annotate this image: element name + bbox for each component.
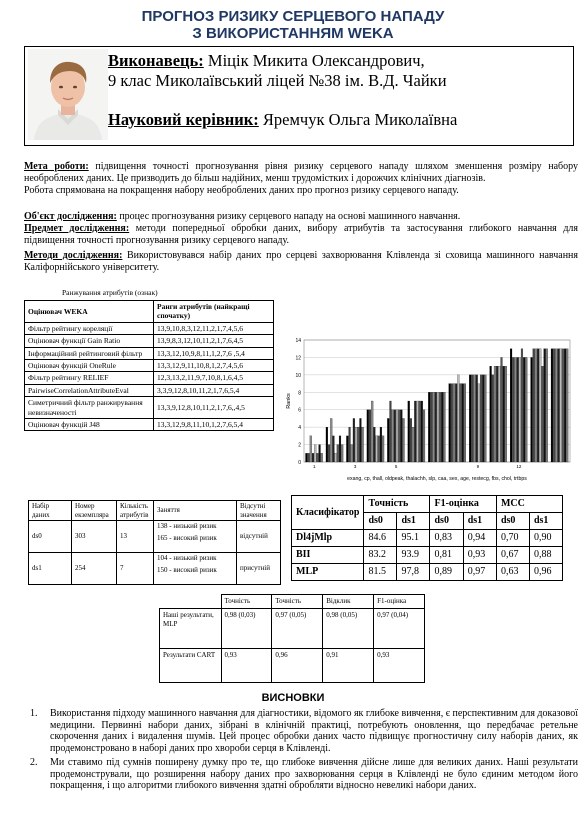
- results-row-name: Наші результати, MLP: [160, 609, 222, 649]
- table-row: [160, 609, 425, 649]
- chart-bar: [523, 357, 525, 462]
- table-row: [29, 553, 281, 585]
- conclusion-text: Ми ставимо під сумнів поширену думку про те, що глибоке вивчення дійсне лише для великих даних. Наші результати продемонстрували, що розширення набору даних про захворювання серця в Клівленді не було єдиним методом його покращення, і що алгоритми глибокого вивчення здатні обробляти відносно невеликі набори даних.: [50, 757, 578, 792]
- dataset-cell-classes: [154, 521, 237, 553]
- chart-bar: [451, 384, 453, 462]
- results-header-col: F1-оцінка: [374, 595, 425, 609]
- dataset-cell-attrs: 13: [117, 521, 154, 553]
- chart-bar: [439, 392, 441, 462]
- classifier-sub-ds1: ds1: [397, 513, 430, 530]
- conclusion-text: Використання підходу машинного навчання для діагностики, відомого як глибоке вивчення, є перспективним для доказової медицини. Первинні набори даних, зібрані в клінічній практиці, потребують оновлення, що передбачає ретельне скорочення даних і видалення шумів. Цей процес обробки даних часто підвищує прогностичну силу наборів даних, як продемонстровано в наборі даних про хвороби серця в Клівленді.: [50, 708, 578, 754]
- chart-bar: [435, 392, 437, 462]
- chart-bar: [498, 366, 500, 462]
- y-tick-label: 2: [298, 442, 301, 449]
- y-tick-label: 6: [298, 407, 301, 414]
- object-label: Об'єкт дослідження:: [24, 211, 117, 222]
- chart-bar: [546, 349, 548, 462]
- classifier-value: 0,97: [463, 564, 496, 581]
- chart-bar: [512, 357, 514, 462]
- ranks-bar-chart: [282, 334, 578, 484]
- chart-bar: [551, 349, 553, 462]
- chart-bar: [541, 366, 543, 462]
- table-row: [25, 347, 274, 359]
- dataset-cell-missing: відсутній: [237, 521, 281, 553]
- author-name: Міцік Микита Олександрович,: [203, 51, 425, 70]
- author-school: 9 клас Миколаївський ліцей №38 ім. В.Д. Чайки: [108, 71, 447, 90]
- y-tick-label: 10: [295, 372, 301, 379]
- chart-bar: [390, 401, 392, 462]
- classifier-value: 0,70: [496, 530, 529, 547]
- methods-label: Методи дослідження:: [24, 250, 123, 261]
- chart-bar: [510, 349, 512, 462]
- chart-bar: [414, 401, 416, 462]
- y-axis-label: Ranks: [286, 393, 292, 409]
- classifier-header-name: Класифікатор: [292, 496, 364, 530]
- results-cell: 0,97 (0,05): [272, 609, 323, 649]
- ranking-ranks: 13,3,12,9,8,11,10,1,2,7,6,5,4: [154, 419, 274, 431]
- y-tick-label: 14: [295, 338, 301, 344]
- page-title: [0, 8, 586, 42]
- chart-bar: [457, 375, 459, 462]
- classifier-name: BII: [292, 547, 364, 564]
- table-row: [25, 322, 274, 334]
- ranking-evaluator: Оцінювач функції Gain Ratio: [25, 335, 154, 347]
- ranking-ranks: 13,3,12,9,11,10,8,1,2,7,4,5,6: [154, 360, 274, 372]
- dataset-header-missing: Відсутні значення: [237, 501, 281, 521]
- dataset-table: [28, 500, 281, 585]
- classifier-value: 97,8: [397, 564, 430, 581]
- chart-bar: [357, 427, 359, 462]
- chart-bar: [421, 401, 423, 462]
- chart-bar: [417, 401, 419, 462]
- chart-bar: [441, 392, 443, 462]
- chart-bar: [455, 384, 457, 462]
- chart-bar: [558, 349, 560, 462]
- classifier-value: 0,81: [430, 547, 463, 564]
- results-cell: 0,98 (0,03): [221, 609, 272, 649]
- results-header-empty: [160, 595, 222, 609]
- classifier-table: [291, 495, 563, 581]
- chart-bar: [335, 453, 337, 462]
- chart-bar: [369, 410, 371, 462]
- supervisor-line: [108, 110, 457, 130]
- chart-bar: [355, 427, 357, 462]
- x-tick-label: 1: [312, 464, 316, 469]
- chart-bar: [349, 427, 351, 462]
- chart-bar: [319, 445, 321, 462]
- chart-bar: [494, 366, 496, 462]
- conclusion-number: 1.: [30, 708, 38, 719]
- classifier-header-mcc: MCC: [496, 496, 562, 513]
- chart-bar: [433, 392, 435, 462]
- methods-paragraph: [24, 250, 578, 273]
- chart-bar: [460, 384, 462, 462]
- dataset-class-high: 165 - високий ризик: [157, 533, 217, 542]
- chart-bar: [482, 375, 484, 462]
- supervisor-name: Яремчук Ольга Миколаївна: [258, 110, 458, 129]
- chart-bar: [314, 445, 316, 462]
- classifier-sub-ds0: ds0: [430, 513, 463, 530]
- chart-bar: [371, 401, 373, 462]
- chart-bar: [339, 436, 341, 462]
- chart-bar: [367, 410, 369, 462]
- chart-bar: [430, 392, 432, 462]
- chart-bar: [337, 445, 339, 462]
- results-cell: 0,96: [272, 649, 323, 683]
- classifier-value: 0,67: [496, 547, 529, 564]
- dataset-header-set: Набір даних: [29, 501, 72, 521]
- classifier-value: 0,63: [496, 564, 529, 581]
- goal-paragraph-2: Робота спрямована на покращення набору необроблених даних про прогноз ризику серцевого нападу.: [24, 185, 459, 196]
- chart-bar: [346, 436, 348, 462]
- results-cell: 0,93: [221, 649, 272, 683]
- classifier-header-accuracy: Точність: [364, 496, 430, 513]
- dataset-header-classes: Заняття: [154, 501, 237, 521]
- classifier-value: 84.6: [364, 530, 397, 547]
- classifier-value: 83.2: [364, 547, 397, 564]
- table-row: [292, 530, 563, 547]
- goal-paragraph: [24, 161, 578, 184]
- subject-paragraph: [24, 223, 578, 246]
- chart-bar: [480, 375, 482, 462]
- object-text: процес прогнозування ризику серцевого нападу на основі машинного навчання.: [116, 211, 461, 222]
- chart-bar: [387, 418, 389, 462]
- title-line-2: З ВИКОРИСТАННЯМ WEKA: [192, 25, 394, 42]
- table-row: [29, 521, 281, 553]
- chart-bar: [380, 427, 382, 462]
- chart-bar: [341, 445, 343, 462]
- chart-bar: [362, 427, 364, 462]
- chart-bar: [478, 384, 480, 462]
- chart-bar: [376, 436, 378, 462]
- chart-bar: [533, 349, 535, 462]
- chart-bar: [484, 375, 486, 462]
- chart-bar: [503, 366, 505, 462]
- conclusions-title: ВИСНОВКИ: [261, 692, 325, 704]
- chart-bar: [360, 418, 362, 462]
- chart-bar: [403, 418, 405, 462]
- chart-bar: [378, 436, 380, 462]
- chart-bar: [394, 410, 396, 462]
- chart-bar: [517, 357, 519, 462]
- ranking-header-evaluator: Оцінювач WEKA: [25, 301, 154, 323]
- classifier-value: 93.9: [397, 547, 430, 564]
- chart-bar: [351, 445, 353, 462]
- results-cell: 0,93: [374, 649, 425, 683]
- chart-bar: [400, 410, 402, 462]
- classifier-sub-ds1: ds1: [529, 513, 562, 530]
- results-cell: 0,91: [323, 649, 374, 683]
- chart-bar: [521, 349, 523, 462]
- chart-bar: [566, 349, 568, 462]
- table-row: [292, 547, 563, 564]
- chart-bar: [553, 349, 555, 462]
- ranking-evaluator: Фільтр рейтингу RELIEF: [25, 372, 154, 384]
- chart-bar: [469, 375, 471, 462]
- x-tick-label: 12: [516, 464, 522, 469]
- classifier-name: MLP: [292, 564, 364, 581]
- x-tick-label: 3: [353, 464, 357, 469]
- chart-bar: [312, 453, 314, 462]
- chart-bar: [535, 349, 537, 462]
- chart-bar: [444, 392, 446, 462]
- chart-bar: [514, 357, 516, 462]
- classifier-header-row: [292, 496, 563, 513]
- chart-bar: [501, 357, 503, 462]
- chart-bar: [490, 366, 492, 462]
- chart-bar: [537, 349, 539, 462]
- dataset-cell-set: ds0: [29, 521, 72, 553]
- ranking-ranks: 13,3,9,12,8,10,11,2,1,7,6,,4,5: [154, 397, 274, 419]
- conclusion-item-2: [30, 757, 578, 807]
- ranking-evaluator: Оцінювач функцій J48: [25, 419, 154, 431]
- chart-bar: [306, 453, 308, 462]
- table-row: [25, 419, 274, 431]
- chart-bar: [326, 427, 328, 462]
- x-tick-label: 5: [394, 464, 398, 469]
- classifier-value: 0,88: [529, 547, 562, 564]
- x-tick-label: 9: [476, 464, 480, 469]
- ranking-table: [24, 300, 274, 431]
- ranking-ranks: 3,3,9,12,8,10,11,2,1,7,6,5,4: [154, 384, 274, 396]
- chart-bar: [333, 436, 335, 462]
- chart-bar: [398, 410, 400, 462]
- classifier-sub-ds1: ds1: [463, 513, 496, 530]
- chart-bar: [392, 410, 394, 462]
- y-tick-label: 12: [295, 355, 301, 362]
- title-line-1: ПРОГНОЗ РИЗИКУ СЕРЦЕВОГО НАПАДУ: [141, 8, 445, 25]
- dataset-cell-instances: 303: [72, 521, 117, 553]
- table-row: [25, 360, 274, 372]
- y-tick-label: 8: [298, 390, 301, 397]
- chart-bar: [474, 375, 476, 462]
- ranking-evaluator: Інформаційний рейтинговий фільтр: [25, 347, 154, 359]
- chart-bar: [408, 401, 410, 462]
- subject-label: Предмет дослідження:: [24, 223, 130, 234]
- author-line: [108, 51, 425, 71]
- table-row: [25, 397, 274, 419]
- chart-bar: [373, 427, 375, 462]
- chart-bar: [308, 453, 310, 462]
- object-paragraph: [24, 211, 578, 223]
- chart-bar: [419, 401, 421, 462]
- table-row: [25, 372, 274, 384]
- ranking-evaluator: Фільтр рейтингу кореляції: [25, 322, 154, 334]
- results-cell: 0,98 (0,05): [323, 609, 374, 649]
- x-axis-label: exang, cp, thall, oldpeak, thalachh, slp, caa, sex, age, restecg, fbs, chol, trtbps: [347, 476, 527, 482]
- ranks-chart: [282, 334, 578, 484]
- table-row: [25, 384, 274, 396]
- chart-bar: [531, 357, 533, 462]
- dataset-cell-attrs: 7: [117, 553, 154, 585]
- ranking-ranks: 13,9,8,3,12,10,11,2,1,7,6,4,5: [154, 335, 274, 347]
- y-tick-label: 4: [298, 425, 301, 432]
- classifier-name: Dl4jMlp: [292, 530, 364, 547]
- conclusion-item-1: [30, 708, 578, 758]
- chart-bar: [471, 375, 473, 462]
- classifier-header-f1: F1-оцінка: [430, 496, 496, 513]
- dataset-cell-classes: [154, 553, 237, 585]
- chart-bar: [544, 349, 546, 462]
- classifier-sub-ds0: ds0: [364, 513, 397, 530]
- dataset-class-low: 138 - низький ризик: [157, 522, 217, 531]
- chart-bar: [560, 349, 562, 462]
- results-row-name: Результати CART: [160, 649, 222, 683]
- portrait-icon: [28, 49, 108, 140]
- classifier-value: 0,93: [463, 547, 496, 564]
- dataset-cell-instances: 254: [72, 553, 117, 585]
- chart-bar: [496, 366, 498, 462]
- ranking-ranks: 12,3,13,2,11,9,7,10,8,1,6,4,5: [154, 372, 274, 384]
- ranking-evaluator: PairwiseCorrelationAttributeEval: [25, 384, 154, 396]
- chart-bar: [353, 418, 355, 462]
- table-row: [292, 564, 563, 581]
- chart-bar: [519, 357, 521, 462]
- methods-text: Використовувався набір даних про серцеві захворювання Клівленда зі сховища машинного навчання Каліфорнійського університету.: [24, 250, 578, 273]
- chart-bar: [310, 436, 312, 462]
- ranking-caption: Ранжування атрибутів (ознак): [62, 288, 158, 297]
- chart-bar: [555, 349, 557, 462]
- ranking-header-row: [25, 301, 274, 323]
- results-header-row: [160, 595, 425, 609]
- classifier-value: 0,94: [463, 530, 496, 547]
- ranking-ranks: 13,9,10,8,3,12,11,2,1,7,4,5,6: [154, 322, 274, 334]
- results-header-col: Точність: [221, 595, 272, 609]
- classifier-sub-ds0: ds0: [496, 513, 529, 530]
- student-photo: [28, 49, 108, 140]
- chart-bar: [412, 427, 414, 462]
- chart-bar: [321, 453, 323, 462]
- chart-bar: [428, 392, 430, 462]
- dataset-header-row: [29, 501, 281, 521]
- classifier-value: 81.5: [364, 564, 397, 581]
- classifier-value: 0,90: [529, 530, 562, 547]
- dataset-cell-missing: присутній: [237, 553, 281, 585]
- chart-bar: [564, 349, 566, 462]
- chart-bar: [476, 375, 478, 462]
- chart-bar: [464, 384, 466, 462]
- table-row: [25, 335, 274, 347]
- chart-bar: [382, 436, 384, 462]
- chart-bar: [462, 384, 464, 462]
- goal-label: Мета роботи:: [24, 161, 89, 172]
- dataset-class-high: 150 - високий ризик: [157, 565, 217, 574]
- chart-bar: [328, 445, 330, 462]
- chart-bar: [492, 375, 494, 462]
- supervisor-label: Науковий керівник:: [108, 110, 259, 129]
- chart-bar: [562, 349, 564, 462]
- chart-bar: [437, 392, 439, 462]
- goal-text: підвищення точності прогнозування рівня ризику серцевого нападу шляхом зменшення розміру набору необроблених даних. Це призводить до більш надійних, менш трудомістких і дорожчих клінічних діагнозів.: [24, 161, 578, 184]
- chart-bar: [316, 453, 318, 462]
- classifier-value: 0,96: [529, 564, 562, 581]
- ranking-evaluator: Оцінювач функцій OneRule: [25, 360, 154, 372]
- subject-text: методи попередньої обробки даних, вибору атрибутів та застосування глибокого навчання для підвищення точності прогнозування ризику серцевого нападу.: [24, 223, 578, 246]
- chart-bar: [410, 418, 412, 462]
- results-header-col: Відклик: [323, 595, 374, 609]
- dataset-cell-set: ds1: [29, 553, 72, 585]
- conclusion-number: 2.: [30, 757, 38, 768]
- ranking-ranks: 13,3,12,10,9,8,11,1,2,7,6 ,5,4: [154, 347, 274, 359]
- author-label: Виконавець:: [108, 51, 204, 70]
- classifier-value: 0,89: [430, 564, 463, 581]
- chart-bar: [453, 384, 455, 462]
- chart-bar: [449, 384, 451, 462]
- chart-bar: [505, 366, 507, 462]
- classifier-value: 95.1: [397, 530, 430, 547]
- dataset-header-attrs: Кількість атрибутів: [117, 501, 154, 521]
- ranking-header-ranks: Ранги атрибутів (найкращі спочатку): [154, 301, 274, 323]
- table-row: [160, 649, 425, 683]
- chart-bar: [525, 357, 527, 462]
- dataset-header-instances: Номер екземпляра: [72, 501, 117, 521]
- classifier-value: 0,83: [430, 530, 463, 547]
- results-table: [159, 594, 425, 683]
- chart-bar: [330, 418, 332, 462]
- chart-bar: [423, 410, 425, 462]
- chart-bar: [539, 349, 541, 462]
- y-tick-label: 0: [298, 460, 301, 466]
- ranking-evaluator: Симетричний фільтр ранжирування невизначеності: [25, 397, 154, 419]
- results-header-col: Точність: [272, 595, 323, 609]
- dataset-class-low: 104 - низький ризик: [157, 554, 217, 563]
- chart-bar: [396, 410, 398, 462]
- results-cell: 0,97 (0,04): [374, 609, 425, 649]
